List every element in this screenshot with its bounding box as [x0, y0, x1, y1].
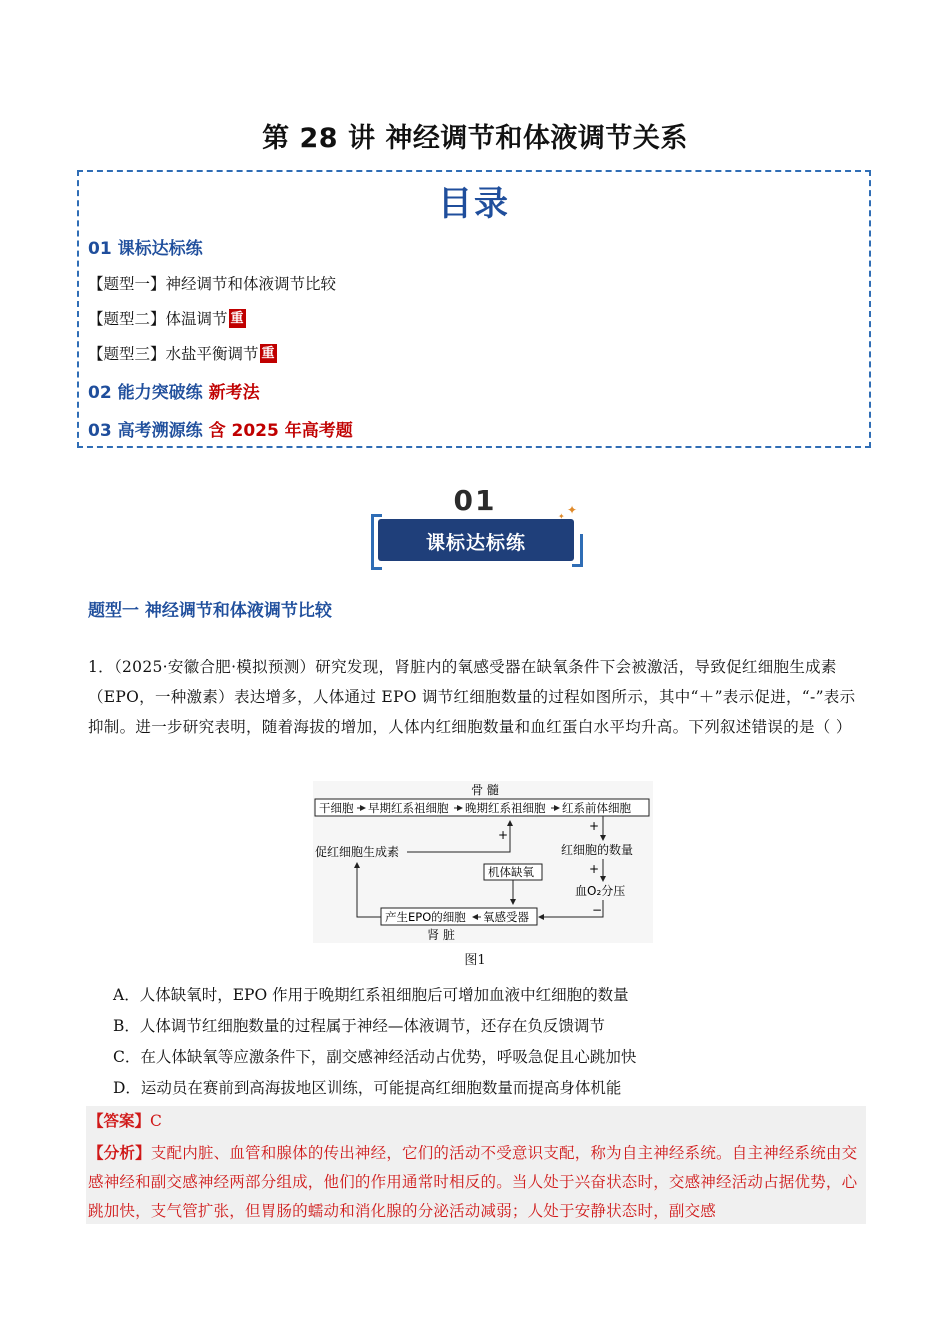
sparkle-icon: ✦ — [558, 512, 565, 521]
blood-o2-label: 血O₂分压 — [575, 884, 626, 898]
toc-section-3-tag: 含 2025 年高考题 — [208, 421, 353, 441]
toc-section-1[interactable] — [88, 234, 203, 259]
toc-section-3[interactable] — [88, 416, 353, 441]
toc-item-type-3[interactable] — [88, 342, 277, 364]
hypoxia-label: 机体缺氧 — [488, 865, 534, 879]
option-b[interactable]: B．人体调节红细胞数量的过程属于神经—体液调节，还存在负反馈调节 — [113, 1017, 605, 1035]
question-type-heading: 题型一 神经调节和体液调节比较 — [88, 601, 332, 621]
key-badge: 重 — [261, 346, 275, 361]
toc-section-2-label: 02 能力突破练 — [88, 383, 203, 403]
bone-marrow-label: 骨 髓 — [471, 783, 499, 797]
answer-line — [88, 1109, 162, 1131]
figure-caption: 图1 — [464, 953, 486, 968]
toc-section-3-label: 03 高考溯源练 — [88, 421, 203, 441]
epo-regulation-diagram — [313, 781, 653, 943]
sensor-label: 氧感受器 — [483, 910, 529, 924]
toc-item-type-1[interactable] — [88, 272, 336, 294]
minus-sign: − — [592, 903, 603, 917]
section-banner — [378, 519, 574, 561]
section-banner-label: 课标达标练 — [425, 532, 526, 554]
toc-heading: 目录 — [438, 184, 510, 224]
chain-early-progenitor: 早期红系祖细胞 — [368, 801, 449, 815]
analysis-text: 支配内脏、血管和腺体的传出神经，它们的活动不受意识支配，称为自主神经系统。自主神经系统由交感神经和副交感神经两部分组成，他们的作用通常时相反的。当人处于兴奋状态时，交感神经活动占据优势，心跳加快，支气管扩张，但胃肠的蠕动和消化腺的分泌活动减弱；人处于安静状态时，副交感 — [88, 1144, 858, 1220]
toc-item-label: 【题型一】神经调节和体液调节比较 — [88, 275, 337, 293]
chain-precursor: 红系前体细胞 — [562, 801, 631, 815]
question-stem: 1．（2025·安徽合肥·模拟预测）研究发现，肾脏内的氧感受器在缺氧条件下会被激活，导致促红细胞生成素（EPO，一种激素）表达增多，人体通过 EPO 调节红细胞数量的过程如图所示，其中“＋”表示促进，“-”表示抑制。进一步研究表明，随着海拔的增加，人体内红细胞数量和血红蛋白水平均升高。下列叙述错误的是（ ） — [88, 658, 856, 736]
epo-cell-label: 产生EPO的细胞 — [385, 910, 466, 924]
option-a[interactable]: A．人体缺氧时，EPO 作用于晚期红系祖细胞后可增加血液中红细胞的数量 — [113, 986, 629, 1004]
answer-label: 【答案】 — [88, 1111, 151, 1130]
epo-label: 促红细胞生成素 — [315, 845, 400, 859]
answer-block — [86, 1106, 866, 1224]
plus-sign: + — [589, 819, 600, 833]
toc-item-label: 【题型三】水盐平衡调节 — [88, 345, 259, 363]
key-badge: 重 — [230, 311, 244, 326]
toc-item-type-2[interactable] — [88, 307, 246, 329]
option-d[interactable]: D．运动员在赛前到高海拔地区训练，可能提高红细胞数量而提高身体机能 — [113, 1079, 622, 1097]
rbc-count-label: 红细胞的数量 — [561, 843, 634, 857]
kidney-label: 肾 脏 — [427, 928, 455, 942]
plus-sign: + — [589, 862, 600, 876]
section-number: 01 — [453, 484, 497, 517]
analysis — [88, 1138, 864, 1226]
analysis-label: 【分析】 — [88, 1143, 151, 1162]
chain-stem-cell: 干细胞 — [319, 801, 354, 815]
plus-sign: + — [498, 828, 509, 842]
toc-section-2[interactable] — [88, 378, 260, 403]
sparkle-icon: ✦ — [567, 503, 578, 517]
toc-item-label: 【题型二】体温调节 — [88, 310, 228, 328]
table-of-contents — [77, 170, 871, 448]
page-title: 第 28 讲 神经调节和体液调节关系 — [262, 123, 688, 154]
answer-value: C — [150, 1112, 162, 1130]
toc-section-2-tag: 新考法 — [208, 383, 260, 403]
chain-late-progenitor: 晚期红系祖细胞 — [465, 801, 546, 815]
option-c[interactable]: C．在人体缺氧等应激条件下，副交感神经活动占优势，呼吸急促且心跳加快 — [113, 1048, 637, 1066]
toc-section-1-label: 01 课标达标练 — [88, 239, 203, 259]
